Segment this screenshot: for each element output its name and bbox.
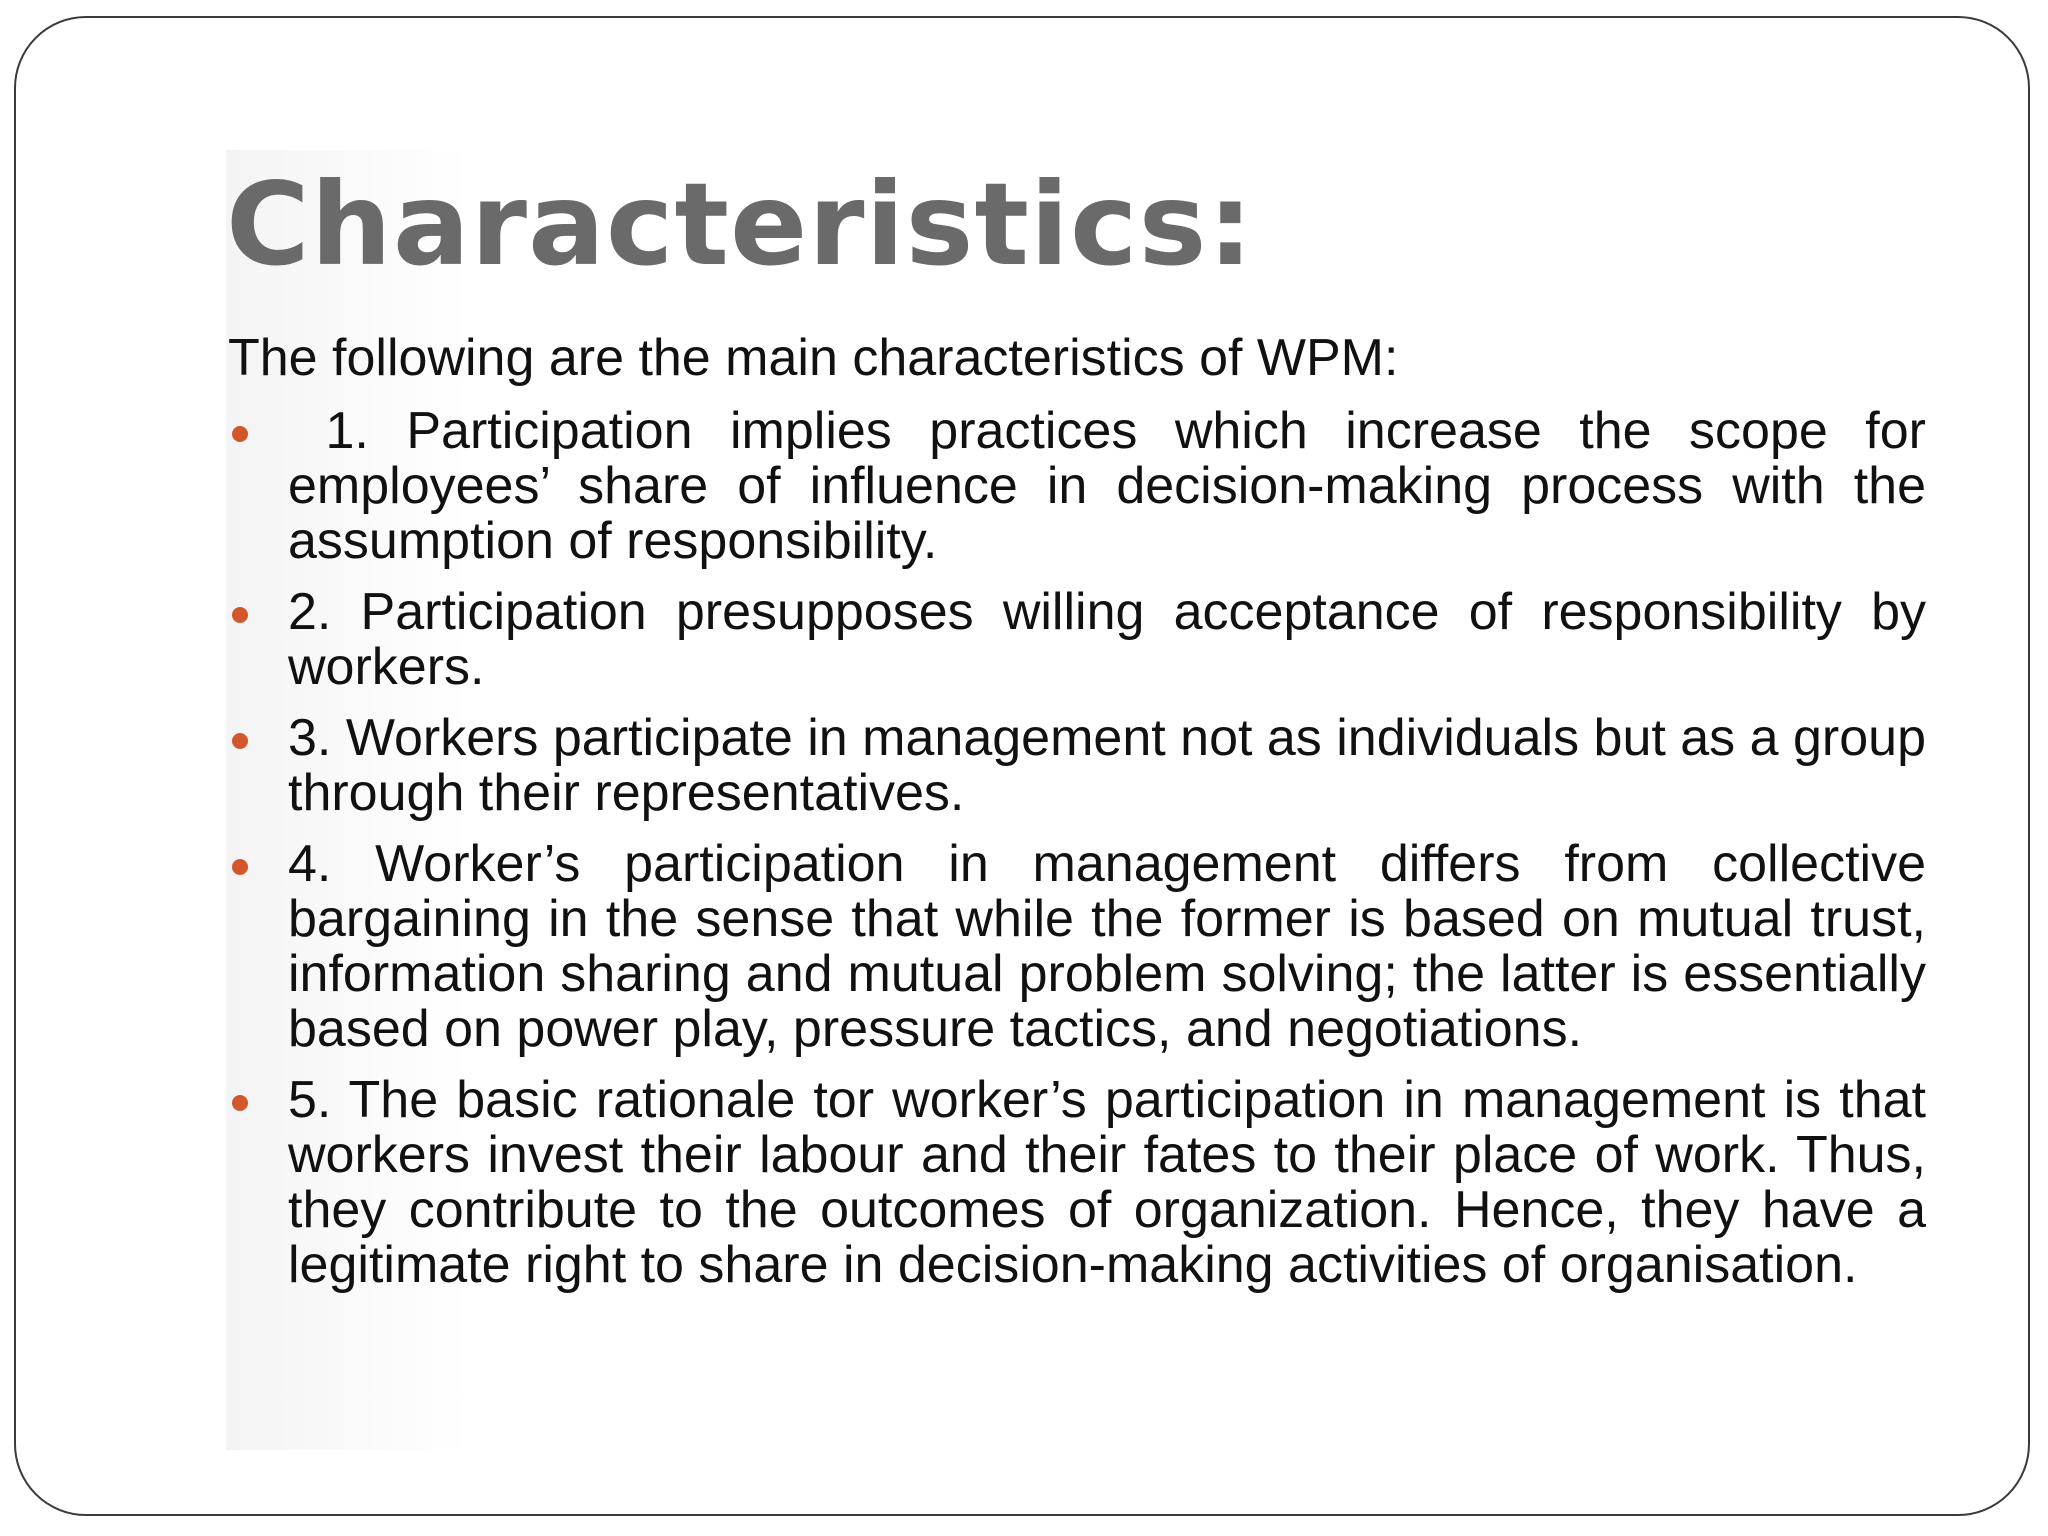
bullet-text: 4. Worker’s participation in management differs from collective bargaining in the sense that while the former is based on mutual trust, information sharing and mutual problem solving; the latter is essentially based on power play, pressure tactics, and negotiations.: [288, 835, 1926, 1058]
bullet-text: 1. Participation implies practices which increase the scope for employees’ share of influence in decision-making process with the assumption of responsibility.: [288, 402, 1926, 570]
bullet-item-4: [226, 837, 1926, 1057]
bullet-text: 3. Workers participate in management not as individuals but as a group through their representatives.: [288, 709, 1926, 822]
intro-text: The following are the main characteristics of WPM:: [228, 329, 1399, 387]
bullet-dot-icon: [232, 733, 248, 749]
bullet-item-1: [226, 404, 1926, 569]
bullet-item-2: [226, 585, 1926, 695]
bullet-text: 5. The basic rationale tor worker’s participation in management is that workers invest their labour and their fates to their place of work. Thus, they contribute to the outcomes of organization. Hence, they have a legitimate right to share in decision-making activities of organisation.: [288, 1071, 1926, 1294]
bullet-text: 2. Participation presupposes willing acceptance of responsibility by workers.: [288, 583, 1926, 696]
bullet-dot-icon: [232, 607, 248, 623]
bullet-dot-icon: [232, 1095, 248, 1111]
bullet-item-3: [226, 711, 1926, 821]
bullet-dot-icon: [232, 426, 248, 442]
bullet-item-5: [226, 1073, 1926, 1293]
bullet-dot-icon: [232, 859, 248, 875]
slide-title: Characteristics:: [226, 158, 1255, 291]
bullet-list: [226, 404, 1926, 1309]
